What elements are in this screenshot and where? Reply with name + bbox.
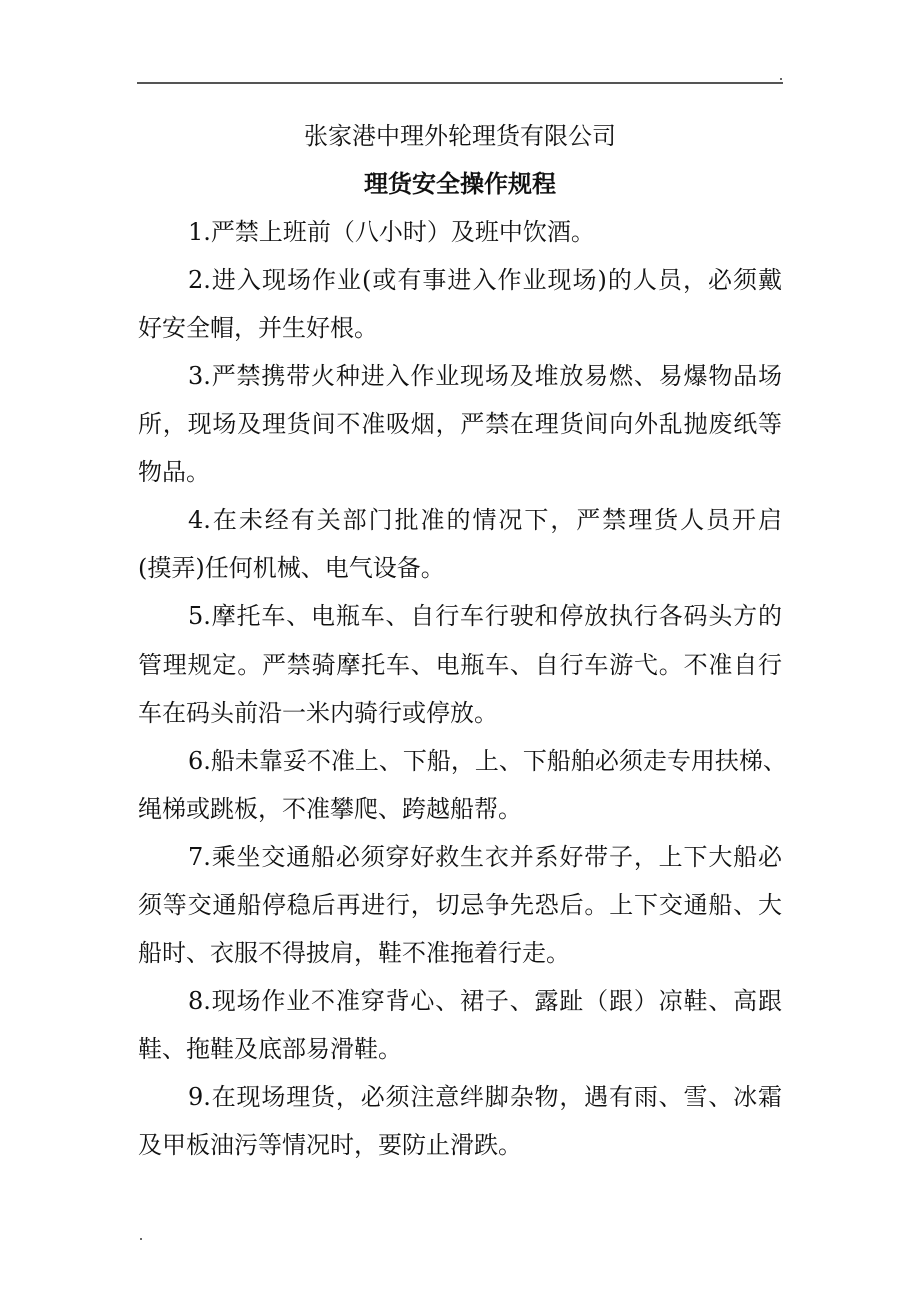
rule-line: 1.严禁上班前（八小时）及班中饮酒。 bbox=[188, 218, 595, 247]
rule-item bbox=[138, 592, 782, 736]
rule-line: 须等交通船停稳后再进行，切忌争先恐后。上下交通船、大 bbox=[138, 890, 782, 919]
rule-item bbox=[138, 737, 787, 833]
rule-line: 7.乘坐交通船必须穿好救生衣并系好带子，上下大船必 bbox=[188, 842, 782, 871]
rule-item bbox=[138, 833, 782, 977]
document-title: 理货安全操作规程 bbox=[364, 170, 556, 199]
rule-line: 鞋、拖鞋及底部易滑鞋。 bbox=[138, 1034, 402, 1063]
rule-line: 绳梯或跳板，不准攀爬、跨越船帮。 bbox=[138, 794, 522, 823]
rule-item bbox=[138, 352, 782, 496]
rule-item bbox=[138, 208, 782, 256]
rule-line: 物品。 bbox=[138, 458, 210, 487]
rule-line: 管理规定。严禁骑摩托车、电瓶车、自行车游弋。不准自行 bbox=[138, 650, 782, 679]
rule-line: 及甲板油污等情况时，要防止滑跌。 bbox=[138, 1130, 522, 1159]
rule-line: 8.现场作业不准穿背心、裙子、露趾（跟）凉鞋、高跟 bbox=[188, 986, 782, 1015]
rule-item bbox=[138, 496, 782, 592]
header-rule bbox=[137, 82, 783, 84]
document-body bbox=[138, 112, 787, 1169]
rule-line: 所，现场及理货间不准吸烟，严禁在理货间向外乱抛废纸等 bbox=[138, 410, 782, 439]
rule-item bbox=[138, 977, 782, 1073]
header-corner-mark bbox=[780, 78, 782, 80]
rules-list bbox=[138, 208, 787, 1169]
footer-mark bbox=[140, 1238, 142, 1240]
rule-item bbox=[138, 256, 782, 352]
rule-line: 3.严禁携带火种进入作业现场及堆放易燃、易爆物品场 bbox=[188, 362, 782, 391]
rule-line: 船时、衣服不得披肩，鞋不准拖着行走。 bbox=[138, 938, 570, 967]
rule-line: 好安全帽，并生好根。 bbox=[138, 314, 378, 343]
rule-line: 4.在未经有关部门批准的情况下，严禁理货人员开启 bbox=[188, 506, 782, 535]
rule-item bbox=[138, 1073, 782, 1169]
rule-line: 2.进入现场作业(或有事进入作业现场)的人员，必须戴 bbox=[188, 266, 782, 295]
rule-line: 6.船未靠妥不准上、下船，上、下船舶必须走专用扶梯、 bbox=[188, 746, 787, 775]
rule-line: 车在码头前沿一米内骑行或停放。 bbox=[138, 698, 498, 727]
rule-line: 9.在现场理货，必须注意绊脚杂物，遇有雨、雪、冰霜 bbox=[188, 1082, 782, 1111]
company-name: 张家港中理外轮理货有限公司 bbox=[304, 122, 616, 150]
rule-line: 5.摩托车、电瓶车、自行车行驶和停放执行各码头方的 bbox=[188, 602, 782, 631]
rule-line: (摸弄)任何机械、电气设备。 bbox=[138, 554, 445, 583]
